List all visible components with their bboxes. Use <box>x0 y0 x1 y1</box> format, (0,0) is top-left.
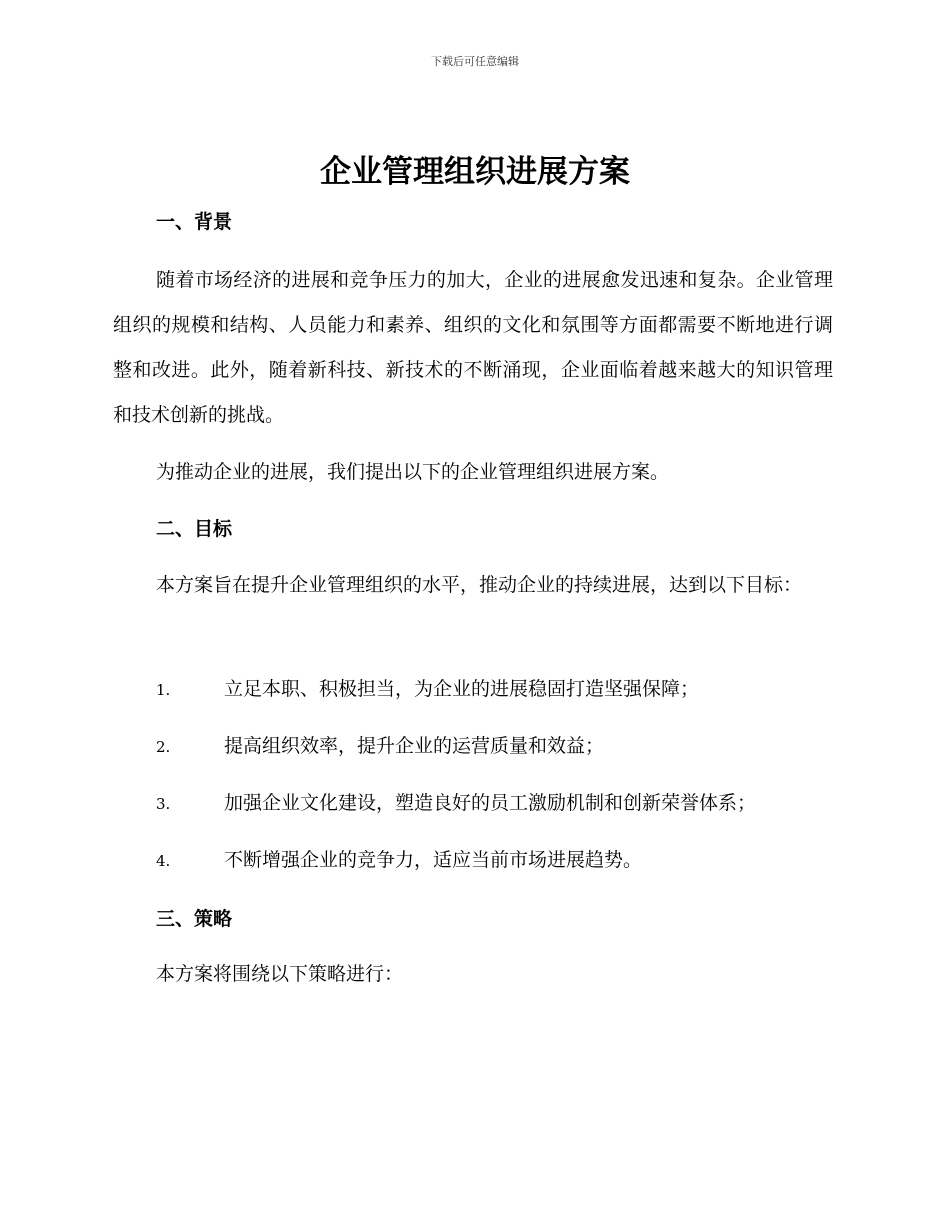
list-item-text: 不断增强企业的竞争力，适应当前市场进展趋势。 <box>224 849 643 871</box>
list-item-text: 立足本职、积极担当，为企业的进展稳固打造坚强保障； <box>224 678 700 700</box>
section-heading-goals: 二、目标 <box>156 518 233 540</box>
document-title: 企业管理组织进展方案 <box>320 154 630 190</box>
list-item-number: 4. <box>156 852 171 870</box>
goals-intro-paragraph: 本方案旨在提升企业管理组织的水平，推动企业的持续进展，达到以下目标： <box>156 574 803 596</box>
section-heading-strategy: 三、策略 <box>156 908 233 930</box>
list-item-number: 1. <box>156 681 171 699</box>
goal-list-item <box>156 790 756 817</box>
list-item-text: 提高组织效率，提升企业的运营质量和效益； <box>224 735 605 757</box>
list-item-number: 2. <box>156 738 171 756</box>
background-paragraph-2: 为推动企业的进展，我们提出以下的企业管理组织进展方案。 <box>156 461 670 483</box>
background-paragraph-1: 随着市场经济的进展和竞争压力的加大，企业的进展愈发迅速和复杂。企业管理组织的规模和结构、人员能力和素养、组织的文化和氛围等方面都需要不断地进行调整和改进。此外，随着新科技、新技术的不断涌现，企业面临着越来越大的知识管理和技术创新的挑战。 <box>113 269 833 426</box>
goal-list-item <box>156 847 642 874</box>
page-header-note: 下载后可任意编辑 <box>431 55 519 68</box>
section-heading-background: 一、背景 <box>156 211 233 233</box>
strategy-intro-paragraph: 本方案将围绕以下策略进行： <box>156 963 404 985</box>
list-item-number: 3. <box>156 795 171 813</box>
goal-list-item <box>156 676 699 703</box>
goal-list-item <box>156 733 604 760</box>
list-item-text: 加强企业文化建设，塑造良好的员工激励机制和创新荣誉体系； <box>224 792 757 814</box>
